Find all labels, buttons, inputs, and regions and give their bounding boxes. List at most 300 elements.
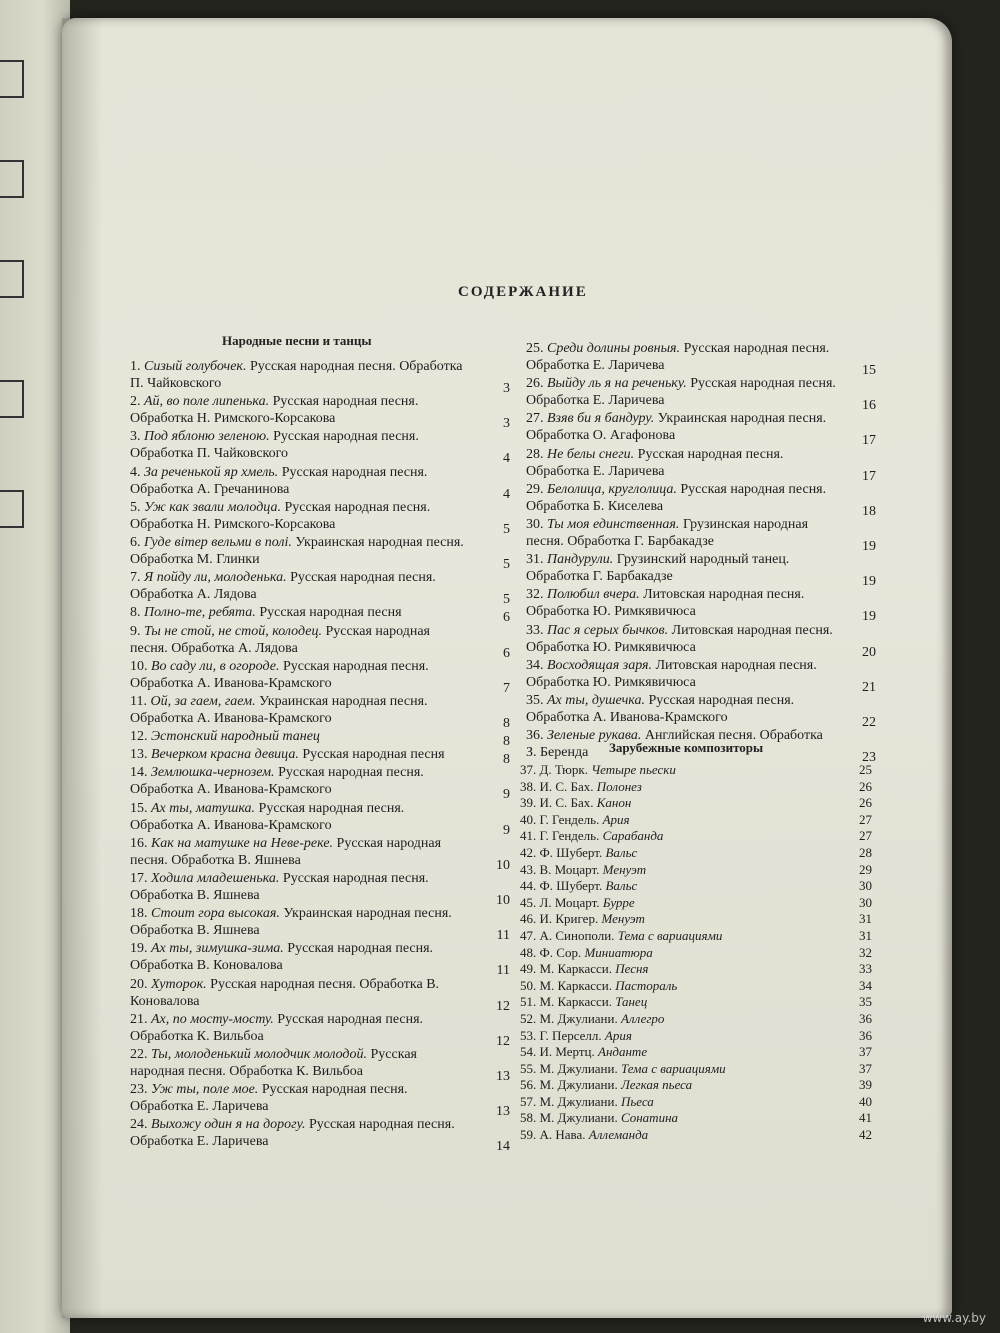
entry-title: Четыре пьески (591, 762, 676, 777)
page-number: 9 (503, 787, 510, 803)
page-number: 30 (859, 878, 872, 894)
toc-entry (520, 1011, 872, 1028)
entry-composer: И. С. Бах. (539, 795, 594, 811)
entry-title: Полонез (596, 778, 642, 794)
entry-title: Не белы снеги. (547, 446, 635, 462)
entry-composer: И. Мертц. (539, 1044, 595, 1060)
toc-entry (520, 994, 872, 1011)
entry-number: 19. (130, 941, 148, 957)
page-number: 36 (859, 1010, 872, 1026)
page-number: 31 (859, 927, 872, 943)
toc-entry (520, 945, 872, 962)
toc-composers-list (520, 762, 872, 1144)
toc-entry-text (130, 623, 510, 657)
entry-description: Литовская народная песня. Обработка Ю. Римкявичюса (526, 657, 817, 690)
entry-title: Ах ты, душечка. (547, 692, 645, 708)
entry-composer: М. Джулиани. (539, 1060, 618, 1076)
entry-number: 56. (520, 1077, 537, 1093)
entry-number: 58. (520, 1110, 537, 1126)
toc-entry (520, 795, 872, 812)
toc-entry (520, 1094, 872, 1111)
entry-number: 44. (520, 878, 537, 894)
toc-entry (520, 779, 872, 796)
page-number: 18 (862, 503, 876, 519)
toc-entry (526, 657, 876, 695)
entry-number: 18. (130, 906, 148, 922)
entry-title: Ходила младешенька. (151, 871, 280, 886)
entry-number: 20. (130, 976, 148, 992)
toc-entry (130, 800, 510, 838)
page-number: 4 (503, 451, 510, 467)
entry-description: Русская народная песня. Обработка А. Гречанинова (130, 464, 428, 497)
entry-number: 16. (130, 835, 148, 851)
toc-entry (130, 1081, 510, 1120)
entry-description: Украинская народная песня. Обработка В. Яшнева (130, 906, 452, 939)
page-number: 42 (859, 1127, 872, 1143)
page-number: 27 (859, 811, 872, 827)
entry-description: Русская народная песня. Обработка А. Иванова-Крамского (130, 658, 429, 691)
entry-title: Сонатина (620, 1110, 679, 1126)
toc-entry (526, 622, 876, 660)
entry-description: Украинская народная песня. Обработка М. Глинки (130, 534, 464, 567)
entry-number: 31. (526, 552, 544, 568)
page-number: 39 (859, 1077, 872, 1093)
page-number: 13 (496, 1068, 510, 1084)
page-number: 3 (503, 416, 510, 432)
page-number: 29 (859, 861, 872, 877)
entry-number: 49. (520, 961, 537, 977)
toc-entry (130, 940, 510, 979)
entry-number: 25. (526, 341, 544, 356)
page-number: 14 (496, 1139, 510, 1155)
entry-title: Менуэт (601, 911, 645, 927)
entry-composer: М. Джулиани. (539, 1093, 618, 1109)
page-number: 6 (503, 610, 510, 626)
entry-composer: А. Нава. (539, 1127, 586, 1143)
toc-entry-text (130, 693, 510, 727)
toc-entry-text (526, 551, 876, 585)
section-title-folk: Народные песни и танцы (222, 333, 372, 348)
page-number: 3 (503, 381, 510, 396)
entry-description: Украинская народная песня. Обработка А. Иванова-Крамского (130, 693, 428, 726)
toc-entry (520, 828, 872, 845)
toc-entry-text (526, 340, 876, 374)
entry-number: 26. (526, 376, 544, 392)
entry-number: 29. (526, 481, 544, 497)
page-number: 23 (862, 750, 876, 766)
entry-number: 7. (130, 570, 141, 586)
entry-number: 53. (520, 1027, 537, 1043)
entry-description: Русская народная песня. Обработка Н. Римского-Корсакова (130, 394, 419, 427)
page-number: 10 (496, 857, 510, 873)
toc-entry (526, 727, 876, 766)
toc-entry-text (526, 657, 876, 691)
entry-title: Танец (615, 994, 648, 1010)
entry-title: Зеленые рукава. (547, 728, 642, 744)
entry-description: Литовская народная песня. Обработка Ю. Римкявичюса (526, 622, 833, 655)
toc-entry-text (130, 976, 510, 1010)
entry-number: 39. (520, 795, 537, 811)
toc-entry (526, 446, 876, 484)
page-number: 12 (496, 1033, 510, 1049)
entry-title: Ах, по мосту-мосту. (151, 1011, 274, 1027)
entry-number: 8. (130, 605, 141, 621)
entry-number: 9. (130, 623, 141, 639)
toc-entry (526, 481, 876, 519)
toc-entry (520, 1127, 872, 1144)
entry-composer: Г. Гендель. (539, 811, 600, 827)
toc-entry (130, 604, 510, 626)
toc-entry (520, 862, 872, 879)
toc-entry (520, 928, 872, 945)
toc-entry (526, 551, 876, 590)
entry-number: 24. (130, 1117, 148, 1133)
entry-title: Во саду ли, в огороде. (151, 658, 280, 674)
entry-number: 47. (520, 927, 537, 943)
entry-title: Белолица, круглолица. (547, 481, 677, 497)
page-number: 19 (862, 538, 876, 554)
entry-composer: М. Джулиани. (539, 1110, 618, 1126)
entry-title: Сизый голубочек. (144, 359, 247, 374)
page-title: СОДЕРЖАНИЕ (458, 284, 588, 300)
entry-title: Вечерком красна девица. (151, 747, 299, 763)
entry-title: Ты моя единственная. (547, 516, 680, 532)
entry-number: 15. (130, 800, 148, 816)
entry-description: Русская народная песня. Обработка Е. Ларичева (130, 1082, 408, 1115)
toc-entry-text (130, 358, 510, 392)
entry-number: 13. (130, 747, 148, 763)
toc-entry (130, 658, 510, 696)
entry-title: Легкая пьеса (620, 1077, 693, 1093)
entry-description: Русская народная песня. Обработка В. Коновалова (130, 941, 434, 974)
toc-entry-text (130, 464, 510, 498)
entry-title: Я пойду ли, молоденька. (144, 570, 287, 586)
toc-entry (130, 1011, 510, 1049)
entry-title: Канон (596, 795, 632, 811)
entry-composer: И. С. Бах. (539, 778, 594, 794)
toc-entry (130, 499, 510, 537)
entry-number: 35. (526, 692, 544, 708)
page-number: 4 (503, 486, 510, 502)
page-number: 37 (859, 1044, 872, 1060)
entry-description: Русская народная песня (302, 747, 445, 763)
toc-entry (526, 340, 876, 378)
toc-entry-text (130, 658, 510, 692)
page-number: 5 (503, 556, 510, 572)
entry-description: Русская народная песня. Обработка П. Чайковского (130, 429, 419, 462)
entry-description: Русская народная песня. Обработка А. Иванова-Крамского (130, 765, 424, 798)
page-number: 31 (859, 911, 872, 927)
toc-entry-text (130, 1046, 510, 1080)
entry-number: 14. (130, 765, 148, 781)
entry-number: 57. (520, 1093, 537, 1109)
entry-title: Менуэт (602, 861, 647, 877)
entry-title: Бурре (602, 894, 635, 910)
entry-title: Среди долины ровныя. (547, 341, 681, 356)
page-number: 22 (862, 714, 876, 730)
toc-entry (520, 895, 872, 912)
entry-description: Русская народная песня. Обработка Е. Ларичева (130, 1117, 455, 1150)
toc-entry (130, 1116, 510, 1155)
toc-entry (526, 410, 876, 449)
entry-title: Ай, во поле липенька. (144, 394, 270, 410)
entry-number: 23. (130, 1082, 148, 1098)
entry-title: Хуторок. (151, 976, 207, 992)
entry-description: Русская народная песня. Обработка Е. Ларичева (526, 446, 784, 479)
entry-title: Взяв би я бандуру. (547, 411, 655, 427)
entry-composer: Л. Моцарт. (539, 894, 600, 910)
page-number: 19 (862, 574, 876, 590)
toc-column-left (130, 358, 510, 1155)
entry-description: Русская народная песня. Обработка П. Чайковского (130, 359, 463, 391)
entry-composer: М. Джулиани. (539, 1010, 618, 1026)
page-number: 26 (859, 778, 872, 794)
entry-title: Аллеманда (588, 1127, 649, 1143)
toc-entry (130, 870, 510, 908)
toc-entry (130, 746, 510, 768)
entry-title: Ты не стой, не стой, колодец. (144, 623, 322, 639)
toc-entry-text (130, 764, 510, 798)
entry-description: Русская народная песня. Обработка В. Яшнева (130, 871, 429, 903)
toc-entry-text (130, 499, 510, 533)
toc-entry-text (130, 1081, 510, 1115)
page-number: 26 (859, 795, 872, 811)
entry-description: Русская народная песня. Обработка Н. Римского-Корсакова (130, 499, 431, 532)
staff-mark (0, 490, 24, 528)
entry-title: Пастораль (615, 977, 678, 993)
entry-title: Тема с вариациями (617, 927, 723, 943)
entry-description: Русская народная песня (259, 605, 402, 621)
entry-composer: Г. Гендель. (539, 828, 600, 844)
page-number: 33 (859, 961, 872, 977)
entry-title: Вальс (605, 878, 638, 894)
toc-column-right (526, 340, 876, 766)
toc-entry-text (130, 728, 510, 745)
entry-number: 27. (526, 411, 544, 427)
entry-number: 41. (520, 828, 537, 844)
entry-number: 45. (520, 894, 537, 910)
staff-mark (0, 60, 24, 98)
toc-entry (520, 961, 872, 978)
toc-entry-text (130, 800, 510, 834)
toc-entry (526, 586, 876, 625)
toc-entry (520, 978, 872, 995)
entry-number: 3. (130, 429, 141, 445)
toc-entry (130, 623, 510, 661)
entry-title: Стоит гора высокая. (151, 906, 280, 922)
page-number: 11 (496, 963, 510, 979)
page-number: 27 (859, 828, 872, 844)
entry-number: 1. (130, 359, 141, 374)
entry-description: Русская народная песня. Обработка А. Лядова (130, 570, 436, 603)
entry-number: 17. (130, 871, 148, 886)
toc-entry-text (130, 604, 510, 621)
toc-entry (130, 428, 510, 467)
entry-number: 36. (526, 728, 544, 744)
toc-entry-text (526, 586, 876, 620)
entry-title: Полно-те, ребята. (144, 605, 256, 621)
entry-description: Русская народная песня. Обработка Е. Ларичева (526, 376, 836, 409)
toc-entry (520, 1044, 872, 1061)
page-number: 30 (859, 894, 872, 910)
toc-entry-text (526, 516, 876, 550)
entry-composer: М. Каркасси. (539, 961, 612, 977)
entry-title: За реченькой яр хмель. (144, 464, 279, 480)
entry-number: 5. (130, 499, 141, 515)
page-number: 5 (503, 592, 510, 608)
entry-title: Пас я серых бычков. (547, 622, 669, 638)
page-number: 41 (859, 1110, 872, 1126)
toc-entry-text (526, 410, 876, 444)
toc-entry (130, 393, 510, 432)
entry-title: Ой, за гаем, гаем. (150, 693, 256, 709)
toc-entry (130, 728, 510, 750)
entry-number: 12. (130, 729, 148, 745)
toc-entry-text (130, 905, 510, 939)
page-number: 34 (859, 977, 872, 993)
entry-title: Полюбил вчера. (547, 587, 640, 603)
page-number: 32 (859, 944, 872, 960)
toc-entry (520, 1028, 872, 1045)
page-number: 8 (503, 734, 510, 750)
entry-title: Ария (604, 1027, 632, 1043)
page-number: 8 (503, 752, 510, 768)
entry-description: Английская песня. Обработка З. Беренда (526, 728, 823, 761)
entry-description: Русская народная песня. Обработка В. Яшнева (130, 835, 442, 868)
toc-entry (520, 878, 872, 895)
toc-entry (520, 845, 872, 862)
entry-number: 11. (130, 693, 147, 709)
entry-title: Пандурули. (547, 552, 614, 568)
entry-number: 50. (520, 977, 537, 993)
staff-mark (0, 380, 24, 418)
page-number: 40 (859, 1093, 872, 1109)
page-number: 13 (496, 1104, 510, 1120)
entry-title: Анданте (598, 1044, 648, 1060)
page-number: 10 (496, 893, 510, 908)
toc-entry (526, 692, 876, 730)
toc-entry-text (130, 870, 510, 904)
toc-entry-text (526, 692, 876, 726)
entry-title: Сарабанда (602, 828, 664, 844)
entry-title: Гуде вітер вельми в полі. (144, 534, 292, 550)
page-number: 36 (859, 1027, 872, 1043)
entry-number: 59. (520, 1127, 537, 1143)
entry-composer: Ф. Сор. (539, 944, 582, 960)
toc-entry (130, 464, 510, 502)
page-number: 6 (503, 645, 510, 661)
watermark: www.ay.by (922, 1311, 986, 1325)
toc-entry (526, 516, 876, 554)
entry-title: Уж ты, поле мое. (151, 1082, 259, 1098)
entry-description: Литовская народная песня. Обработка Ю. Римкявичюса (526, 587, 805, 620)
entry-title: Аллегро (620, 1010, 665, 1026)
toc-entry (130, 976, 510, 1014)
toc-entry (520, 812, 872, 829)
page-number: 16 (862, 398, 876, 414)
entry-description: Украинская народная песня. Обработка О. Агафонова (526, 411, 827, 444)
entry-title: Уж как звали молодца. (144, 499, 281, 515)
toc-entry-text (526, 727, 876, 761)
entry-composer: Ф. Шуберт. (539, 878, 603, 894)
toc-entry (130, 1046, 510, 1084)
toc-entry-text (130, 428, 510, 462)
page-number: 37 (859, 1060, 872, 1076)
entry-title: Восходящая заря. (547, 657, 653, 673)
toc-entry (130, 534, 510, 572)
toc-entry (520, 911, 872, 928)
entry-composer: В. Моцарт. (539, 861, 600, 877)
entry-number: 37. (520, 762, 537, 777)
entry-composer: М. Джулиани. (539, 1077, 618, 1093)
toc-entry-text (526, 446, 876, 480)
entry-title: Песня (615, 961, 649, 977)
toc-entry-text (526, 622, 876, 656)
page-number: 15 (862, 363, 876, 378)
toc-entry-text (130, 393, 510, 427)
entry-title: Ты, молоденький молодчик молодой. (151, 1046, 368, 1062)
entry-description: Русская народная песня. Обработка В. Коновалова (130, 976, 440, 1009)
entry-description: Русская народная песня. Обработка Е. Ларичева (526, 341, 830, 373)
section-title-foreign: Зарубежные композиторы (609, 740, 764, 755)
page-number: 19 (862, 609, 876, 625)
entry-number: 55. (520, 1060, 537, 1076)
entry-description: Грузинская народная песня. Обработка Г. Барбакадзе (526, 516, 809, 549)
toc-entry (130, 835, 510, 873)
entry-description: Русская народная песня. Обработка К. Вильбоа (130, 1046, 417, 1079)
entry-title: Ах ты, зимушка-зима. (151, 941, 284, 957)
entry-composer: А. Синополи. (539, 927, 615, 943)
toc-entry-text (526, 481, 876, 515)
toc-entry-text (130, 1116, 510, 1150)
entry-number: 22. (130, 1046, 148, 1062)
entry-number: 42. (520, 844, 537, 860)
entry-number: 48. (520, 944, 537, 960)
toc-entry-text (130, 1011, 510, 1045)
toc-entry-text (130, 569, 510, 603)
entry-number: 33. (526, 622, 544, 638)
toc-entry (520, 1077, 872, 1094)
entry-title: Тема с вариациями (620, 1060, 726, 1076)
entry-number: 51. (520, 994, 537, 1010)
entry-number: 28. (526, 446, 544, 462)
entry-number: 43. (520, 861, 537, 877)
entry-composer: Ф. Шуберт. (539, 844, 603, 860)
entry-title: Ария (602, 811, 630, 827)
page-number: 8 (503, 715, 510, 731)
toc-entry-text (526, 375, 876, 409)
entry-number: 38. (520, 778, 537, 794)
entry-title: Пьеса (620, 1093, 654, 1109)
toc-entry (130, 358, 510, 396)
entry-number: 21. (130, 1011, 148, 1027)
page-number: 25 (859, 762, 872, 777)
entry-title: Землюшка-чернозем. (151, 765, 275, 781)
page-number: 12 (496, 998, 510, 1014)
entry-number: 4. (130, 464, 141, 480)
entry-composer: И. Кригер. (539, 911, 599, 927)
entry-description: Русская народная песня. Обработка Б. Киселева (526, 481, 827, 514)
entry-description: Русская народная песня. Обработка К. Вильбоа (130, 1011, 424, 1044)
entry-title: Выхожу один я на дорогу. (151, 1117, 306, 1133)
entry-title: Миниатюра (584, 944, 653, 960)
entry-title: Как на матушке на Неве-реке. (151, 835, 334, 851)
page-number: 28 (859, 844, 872, 860)
toc-entry (526, 375, 876, 414)
toc-entry-text (130, 534, 510, 568)
entry-description: Русская народная песня. Обработка А. Иванова-Крамского (526, 692, 795, 725)
toc-entry-text (130, 940, 510, 974)
